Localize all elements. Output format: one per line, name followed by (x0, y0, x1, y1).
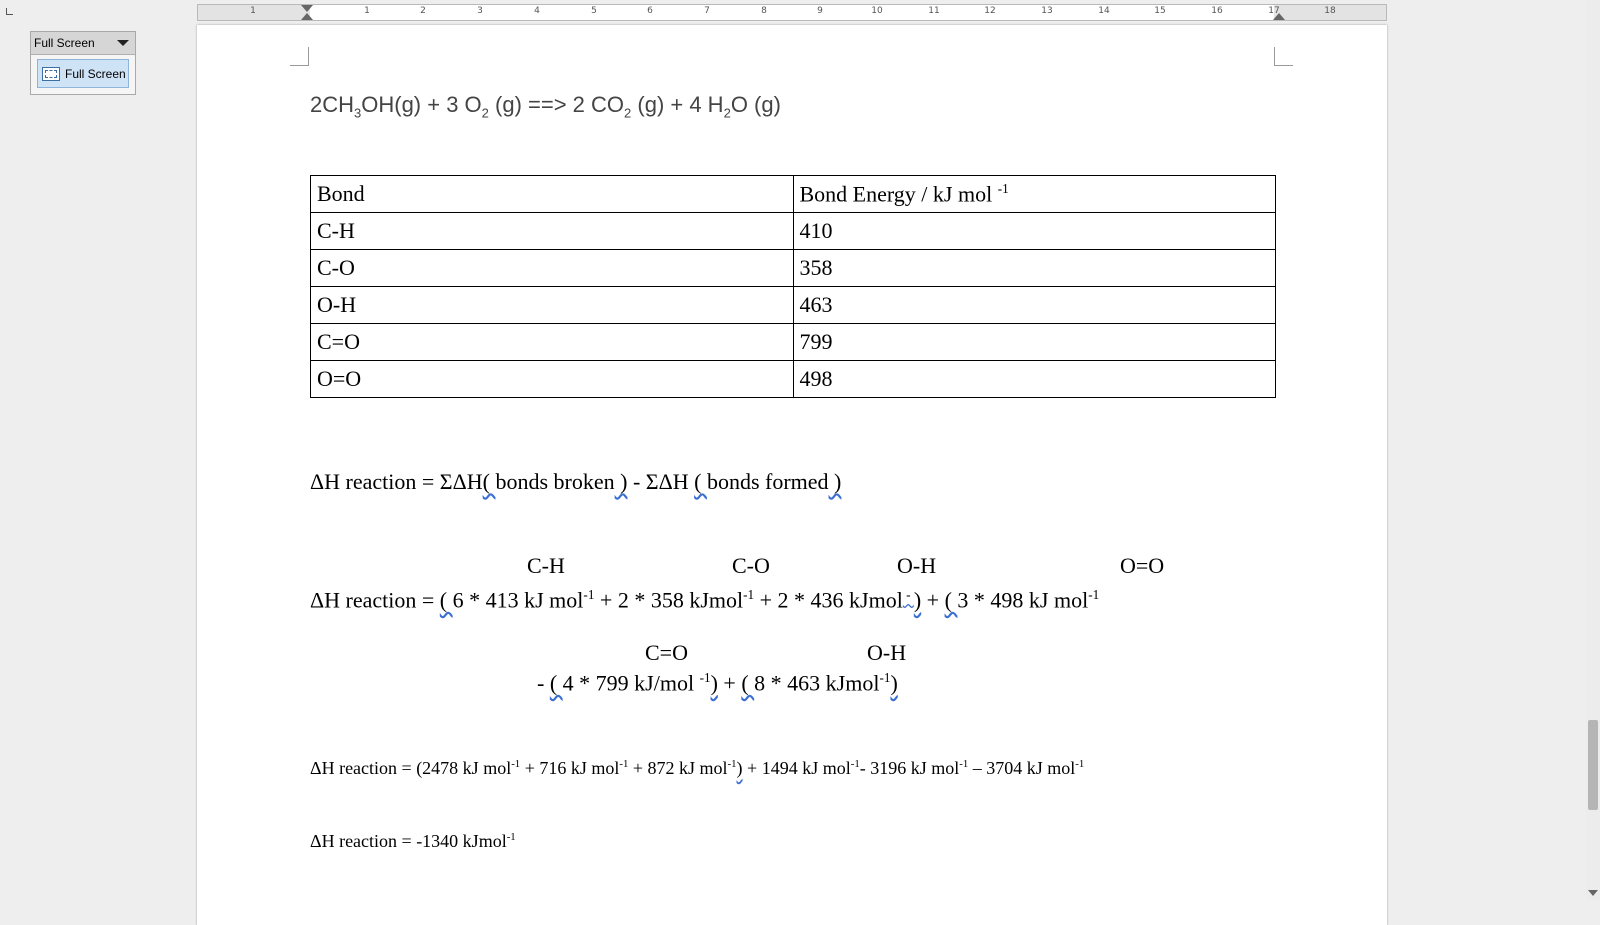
bond-label: O-H (867, 640, 907, 665)
chevron-down-icon[interactable] (117, 40, 129, 46)
calculation-line: ΔH reaction = (2478 kJ mol$^{-1}$ + 716 kJ mol$^{-1}$ + 872 kJ mol$^{-1}$) + 1494 kJ mol$^{-1}$- 3196 kJ mol$^{-1}$ – 3704 kJ mol$^{-1}$ (310, 758, 1085, 778)
ruler-number: 14 (1098, 6, 1110, 16)
full-screen-button[interactable] (37, 59, 129, 88)
first-line-indent-marker[interactable] (301, 5, 313, 12)
ruler-number: 1 (250, 6, 256, 16)
table-cell[interactable]: C-H (311, 213, 794, 250)
bond-label: C-H (527, 553, 565, 578)
table-header-cell[interactable]: Bond Energy / kJ mol $^{-1}$ (793, 176, 1276, 213)
bond-label: O-H (897, 553, 937, 578)
ruler-number: 2 (420, 6, 426, 16)
full-screen-toolbar-title[interactable] (31, 32, 135, 55)
table-header-row (311, 176, 1276, 213)
ruler-number: 13 (1041, 6, 1053, 16)
enthalpy-definition-line: ΔH reaction = ΣΔH( bonds broken ) - ΣΔH ( bonds formed ) (310, 469, 842, 494)
ruler-number: 6 (647, 6, 653, 16)
ruler-number: 18 (1324, 6, 1336, 16)
ruler-number: 5 (591, 6, 597, 16)
full-screen-button-label: Full Screen (65, 66, 126, 81)
bond-label: C=O (645, 640, 688, 665)
chemical-equation: $2CH_3OH(g) + 3$ $O_2$ (g) ==> 2 $CO_2$ (g) + 4 $H_2O$ (g) (310, 92, 781, 121)
scroll-down-arrow-icon[interactable] (1588, 890, 1598, 896)
table-row (311, 250, 1276, 287)
horizontal-ruler[interactable] (197, 4, 1387, 21)
ruler-number: 15 (1154, 6, 1166, 16)
ruler-number: 3 (477, 6, 483, 16)
full-screen-toolbar (30, 31, 136, 95)
table-cell[interactable]: 799 (793, 324, 1276, 361)
ruler-number: 7 (704, 6, 710, 16)
scrollbar-thumb[interactable] (1588, 720, 1598, 810)
full-screen-toolbar-title-text: Full Screen (34, 36, 95, 50)
crop-mark-top-right (1274, 47, 1293, 66)
ruler-number: 9 (817, 6, 823, 16)
left-indent-marker[interactable] (301, 13, 313, 20)
ruler-number: 17 (1268, 6, 1280, 16)
ruler-number: 10 (871, 6, 883, 16)
result-line: ΔH reaction = -1340 kJmol$^{-1}$ (310, 831, 516, 851)
bond-label: C-O (732, 553, 770, 578)
ruler-number: 1 (364, 6, 370, 16)
table-row (311, 324, 1276, 361)
full-screen-icon (42, 67, 60, 81)
vertical-scrollbar[interactable] (1586, 0, 1600, 900)
bond-energy-table (310, 175, 1276, 398)
table-cell[interactable]: 410 (793, 213, 1276, 250)
table-cell[interactable]: O=O (311, 361, 794, 398)
table-cell[interactable]: C=O (311, 324, 794, 361)
tab-stop-selector[interactable] (6, 8, 13, 15)
table-cell[interactable]: O-H (311, 287, 794, 324)
crop-mark-top-left (290, 47, 309, 66)
table-header-cell[interactable]: Bond (311, 176, 794, 213)
ruler-number: 8 (761, 6, 767, 16)
table-cell[interactable]: 498 (793, 361, 1276, 398)
bond-label: O=O (1120, 553, 1165, 578)
ruler-number: 11 (928, 6, 940, 16)
ruler-number: 12 (984, 6, 996, 16)
table-cell[interactable]: 358 (793, 250, 1276, 287)
table-cell[interactable]: C-O (311, 250, 794, 287)
document-page[interactable] (197, 25, 1387, 925)
table-cell[interactable]: 463 (793, 287, 1276, 324)
ruler-number: 4 (534, 6, 540, 16)
bonds-formed-line: - ( 4 * 799 kJ/mol $^{-1}$) + ( 8 * 463 kJmol$^{-1}$) (537, 670, 898, 696)
table-row (311, 287, 1276, 324)
table-row (311, 213, 1276, 250)
bonds-broken-line: ΔH reaction = ( 6 * 413 kJ mol$^{-1}$ + 2 * 358 kJmol$^{-1}$ + 2 * 436 kJmol - ) + ( 3 * 498 kJ mol$^{-1}$ (310, 587, 1100, 613)
ruler-number: 16 (1211, 6, 1223, 16)
table-row (311, 361, 1276, 398)
